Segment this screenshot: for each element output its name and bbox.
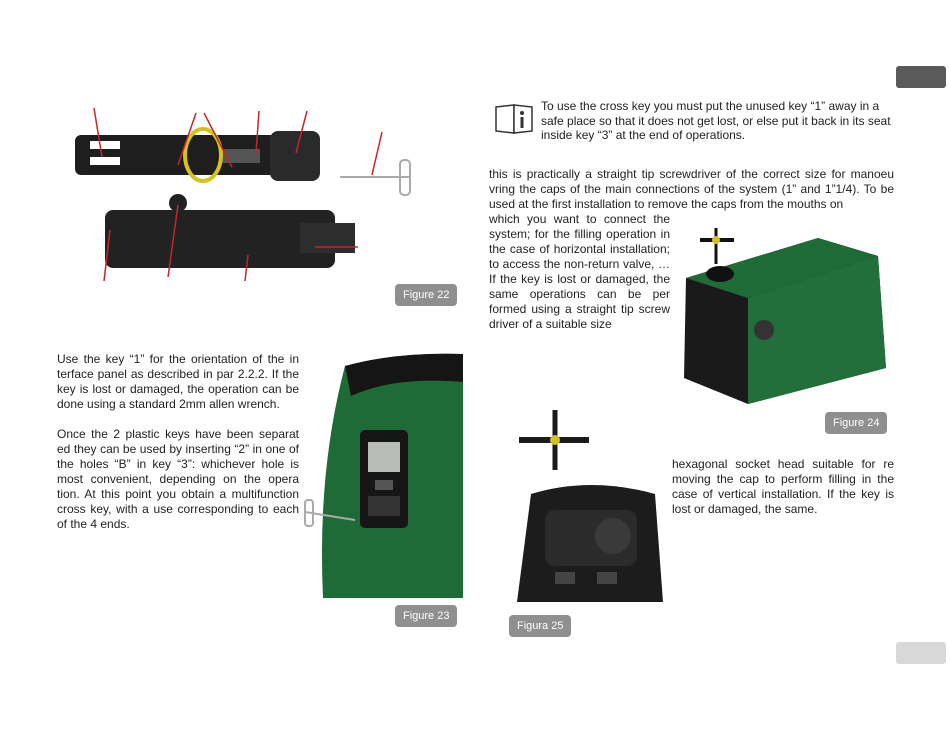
screwdriver-paragraph: this is practically a straight tip screwdriver of the correct size for manoeu vring the caps of the main connections of the system (1” and 1”1/4). To be used at the first installation to remove the caps from the mouths on <box>489 167 894 211</box>
section-tab-top <box>896 66 946 88</box>
figure-23-panel-illustration <box>305 352 463 598</box>
figure-24-pump-illustration <box>678 218 890 406</box>
figure-22-keys-illustration <box>70 105 370 285</box>
section-tab-bottom <box>896 642 946 664</box>
figure-22-label: Figure 22 <box>395 284 457 306</box>
info-book-icon <box>494 103 536 135</box>
info-note-text: To use the cross key you must put the unused key “1” away in a safe place so that it does not get lost, or else put it back in its seat inside key “3” at the end of operations. <box>541 99 891 142</box>
screwdriver-paragraph-continued: which you want to connect the system; for the filling operation in the case of horizontal installation; to access the non-return valve, … If the key is lost or damaged, the same operations can be per formed using a straight tip screw driver of a suitable size <box>489 212 670 331</box>
figure-23-label: Figure 23 <box>395 605 457 627</box>
hexagonal-key-paragraph: hexagonal socket head suitable for re moving the cap to perform filling in the case of vertical installation. If the key is lost or damaged, the same. <box>672 457 894 516</box>
key-1-paragraph: Use the key “1” for the orientation of the in terface panel as described in par 2.2.2. If the key is lost or damaged, the operation can be done using a standard 2mm allen wrench. <box>57 352 299 411</box>
cross-key-paragraph: Once the 2 plastic keys have been separat ed they can be used by inserting “2” in one of the holes “B” in key “3”: whichever hole is most convenient, depending on the opera tion. At this point you obtain a multifunction cross key, with a use corresponding to each of the 4 ends. <box>57 427 299 531</box>
figure-24-label: Figure 24 <box>825 412 887 434</box>
figure-25-label: Figura 25 <box>509 615 571 637</box>
figure-25-cap-illustration <box>515 410 665 602</box>
